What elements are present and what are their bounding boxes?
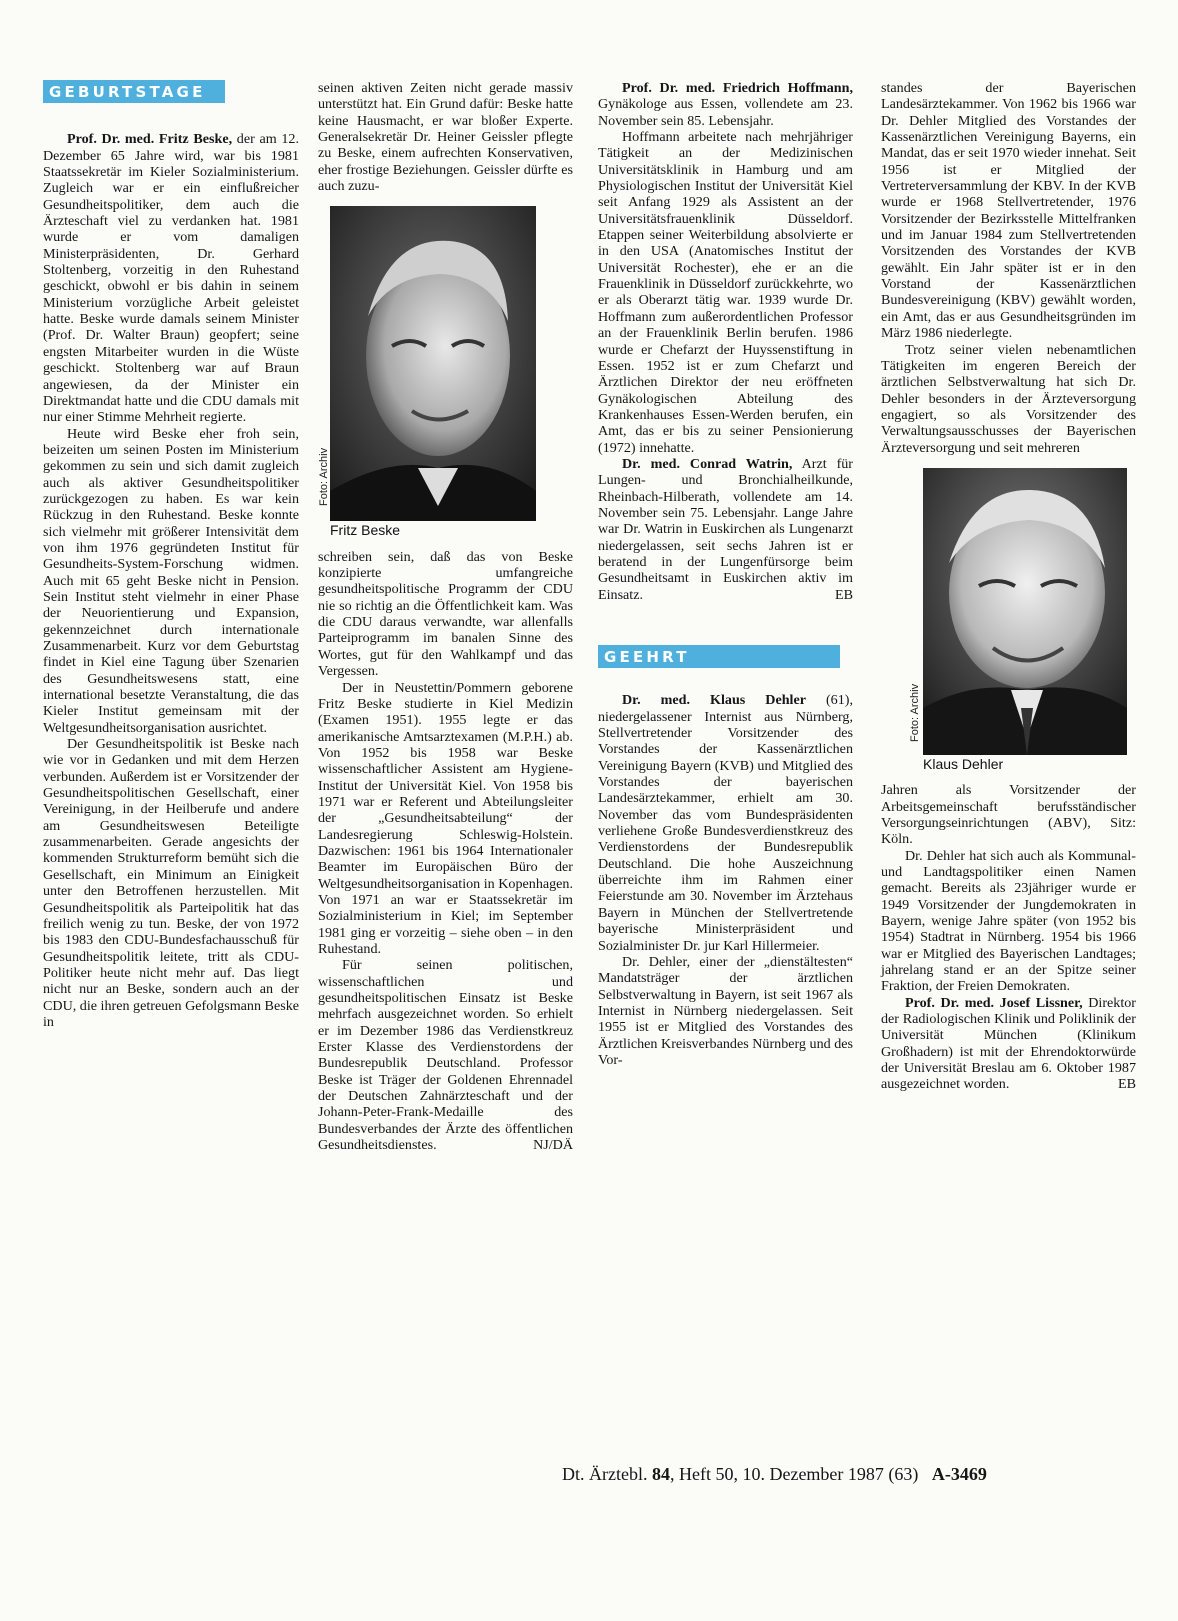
paragraph: Hoffmann arbeitete nach mehrjähriger Tätigkeit an der Medizinischen Universitätsklinik in Hamburg und am Physiologischen Institut der Universität Kiel seit Anfang 1929 als Assistent an der Universitätsfrauenklinik Düsseldorf. Etappen seiner Weiterbildung absolvierte er in den USA (Anatomisches Institut der Universität Rochester), ehe er an die Frauenklinik in Düsseldorf zurückkehrte, wo er als Oberarzt tätig war. 1939 wurde Dr. Hoffmann zum außerordentlichen Professor an der Frauenklinik Berlin berufen. 1986 wurde er Chefarzt der Huyssenstiftung in Essen. 1952 ist er zum Chefarzt und Ärztlichen Direktor der neu eröffneten Gynäkologischen Abteilung des Krankenhauses Essen-Werden berufen, ein Amt, das er bis zu seiner Pensionierung (1972) innehatte. <box>598 129 853 456</box>
paragraph: Jahren als Vorsitzender der Arbeitsgemeinschaft berufsständischer Versorgungseinrichtungen (ABV), Sitz: Köln. <box>881 782 1136 848</box>
photo-caption: Fritz Beske <box>330 522 401 539</box>
column-4 <box>881 80 1136 1093</box>
paragraph-text: Arzt für Lungen- und Bronchialheilkunde, Rheinbach-Hilberath, vollendete am 14. November sein 75. Lebensjahr. Lange Jahre war Dr. Watrin in Euskirchen als Lungenarzt niedergelassen, seit sechs Jahren ist er beratend in der Lungenfürsorge beim Gesundheitsamt in Euskirchen aktiv im Einsatz. <box>598 455 853 603</box>
signature: EB <box>834 586 853 603</box>
photo-credit: Foto: Archiv <box>318 448 330 507</box>
journal-volume: 84 <box>651 1464 670 1484</box>
portrait-image <box>923 468 1127 755</box>
person-name: Prof. Dr. med. Fritz Beske, <box>67 131 233 148</box>
paragraph-text: Gynäkologe aus Essen, vollendete am 23. November sein 85. Lebensjahr. <box>598 96 853 129</box>
issue-info: , Heft 50, 10. Dezember 1987 (63) <box>669 1464 919 1484</box>
section-heading-geburtstage: GEBURTSTAGE <box>43 80 225 103</box>
signature: EB <box>1117 1076 1136 1093</box>
journal-name: Dt. Ärztebl. <box>562 1464 648 1484</box>
person-name: Prof. Dr. med. Josef Lissner, <box>905 994 1083 1011</box>
paragraph: Dr. Dehler, einer der „dienstältesten“ Mandatsträger der ärztlichen Selbstverwaltung in Bayern, ist seit 1967 als Internist in Nürnberg niedergelassen. Seit 1955 ist er Mitglied des Vorstandes des Ärztlichen Kreisverbandes Nürnberg und des Vor- <box>598 953 853 1068</box>
paragraph <box>881 995 1136 1093</box>
page-number: A-3469 <box>931 1464 987 1484</box>
photo-credit: Foto: Archiv <box>909 683 921 742</box>
paragraph-text: der am 12. Dezember 65 Jahre wird, war bis 1981 Staatssekretär im Kieler Sozialministerium. Zugleich war er ein einflußreicher Gesundheitspolitiker, dem auch die Ärzteschaft viel zu verdanken hat. 1981 wurde er vom damaligen Ministerpräsidenten, Dr. Gerhard Stoltenberg, vorzeitig in den Ruhestand geschickt, obwohl er bis dahin in seinem Ministerium vorzügliche Arbeit geleistet hatte. Beske wurde damals seinem Minister (Prof. Dr. Walter Braun) geopfert; seine engsten Mitarbeiter wurden in die Wüste geschickt. Stoltenberg war auf Braun angewiesen, da der Minister ein Direktmandat hatte und die CDU damals mit nur einer Stimme Mehrheit regierte. <box>43 131 299 426</box>
paragraph <box>598 80 853 129</box>
person-name: Dr. med. Conrad Watrin, <box>622 455 793 472</box>
page-footer <box>562 1464 987 1485</box>
paragraph: seinen aktiven Zeiten nicht gerade massiv unterstützt hat. Ein Grund dafür: Beske hatte keine Hausmacht, er war bloßer Experte. Generalsekretär Dr. Heiner Geissler pflegte zu Beske, einem aufrechten Konservativen, eher frostige Beziehungen. Geissler dürfte es auch zuzu- <box>318 80 573 195</box>
paragraph: Heute wird Beske eher froh sein, beizeiten um seinen Posten im Ministerium gekommen zu sein und sich damit zugleich auch als aktiver Gesundheitspolitiker zurückgezogen zu haben. Es war kein Rückzug in den Ruhestand. Beske konnte sich vielmehr mit größerer Intensivität dem von ihm 1976 gegründeten Institut für Gesundheits-System-Forschung widmen. Auch mit 65 geht Beske nicht in Pension. Sein Institut steht vielmehr in einer Phase der Neuorientierung und Expansion, gekennzeichnet durch internationale Zusammenarbeit. Kurz vor dem Geburtstag findet in Kiel eine Tagung über Szenarien des Gesundheitswesens statt, eine international besetzte Veranstaltung, die das Kieler Institut gemeinsam mit der Weltgesundheitsorganisation ausrichtet. <box>43 425 299 736</box>
person-age: (61), <box>825 692 853 709</box>
paragraph: standes der Bayerischen Landesärztekammer. Von 1962 bis 1966 war Dr. Dehler Mitglied des Vorstandes der Kassenärztlichen Vereinigung Bayerns, ein Mandat, das er seit 1970 wieder innehat. Seit 1956 ist er Mitglied der Vertreterversammlung der KBV. In der KVB wurde er 1968 Stellvertretender, 1976 Vorsitzender der Bezirksstelle Mittelfranken und im Januar 1984 zum Stellvertretenden Vorsitzenden des Vorstandes der KVB gewählt. Ein Jahr später ist er in den Vorstand der Kassenärztlichen Bundesvereinigung (KBV) gewählt worden, ein Amt, das er aus Gesundheitsgründen im März 1986 niederlegte. <box>881 80 1136 342</box>
photo-caption: Klaus Dehler <box>923 755 1004 772</box>
column-3 <box>598 80 853 1068</box>
person-name: Dr. med. Klaus Dehler <box>622 692 806 709</box>
paragraph <box>318 957 573 1153</box>
column-1 <box>43 80 299 1030</box>
paragraph <box>43 131 299 425</box>
paragraph-text: Für seinen politischen, wissenschaftlichen und gesundheitspolitischen Einsatz ist Beske mehrfach ausgezeichnet worden. So erhielt er im Dezember 1986 das Verdienstkreuz Erster Klasse des Verdienstordens der Bundesrepublik Deutschland. Professor Beske ist Träger der Goldenen Ehrennadel der Deutschen Zahnärzteschaft und der Johann-Peter-Frank-Medaille des Bundesverbandes der Ärzte des öffentlichen Gesundheitsdienstes. <box>318 957 573 1154</box>
paragraph: Trotz seiner vielen nebenamtlichen Tätigkeiten im engeren Bereich der ärztlichen Selbstverwaltung hat sich Dr. Dehler besonders in der Ärzteversorgung engagiert, so als Vorsitzender des Verwaltungsausschusses der Bayerischen Ärzteversorgung und seit mehreren <box>881 341 1136 456</box>
section-heading-geehrt: GEEHRT <box>598 645 840 668</box>
portrait-image <box>330 206 536 521</box>
paragraph <box>598 692 853 954</box>
paragraph: Der in Neustettin/Pommern geborene Fritz Beske studierte in Kiel Medizin (Examen 1951). 1955 legte er das amerikanische Amtsarztexamen (M.P.H.) ab. Von 1952 bis 1958 war Beske wissenschaftlicher Assistent am Hygiene-Institut der Universität Kiel. Von 1958 bis 1971 war er Referent und Abteilungsleiter der „Gesundheitsabteilung“ der Landesregierung Schleswig-Holstein. Dazwischen: 1961 bis 1964 Internationaler Beamter im Europäischen Büro der Weltgesundheitsorganisation in Kopenhagen. Von 1971 an war er Staatssekretär im Sozialministerium in Kiel; im September 1981 ging er vorzeitig – siehe oben – in den Ruhestand. <box>318 679 573 957</box>
paragraph: schreiben sein, daß das von Beske konzipierte umfangreiche gesundheitspolitische Programm der CDU nie so richtig an die Öffentlichkeit kam. Was die CDU daraus verwandte, war allenfalls Parteiprogramm im banalen Sinne des Wortes, gut für den Wahlkampf und das Vergessen. <box>318 548 573 680</box>
paragraph: Dr. Dehler hat sich auch als Kommunal- und Landtagspolitiker einen Namen gemacht. Bereits als 23jähriger wurde er 1949 Vorsitzender der Jungdemokraten in Bayern, wenige Jahre später (von 1952 bis 1954) Stadtrat in Nürnberg. 1954 bis 1966 war er Mitglied des Bayerischen Landtages; jahrelang stand er an der Spitze seiner Fraktion, der Freien Demokraten. <box>881 847 1136 995</box>
photo-beske <box>318 206 573 539</box>
paragraph-text: niedergelassener Internist aus Nürnberg, Stellvertretender Vorsitzender des Vorstandes der Kassenärztlichen Vereinigung Bayern (KVB) und Mitglied des Vorstandes der bayerischen Landesärztekammer, erhielt am 30. November das vom Bundespräsidenten verliehene Große Bundesverdienstkreuz des Verdienstordens der Bundesrepublik Deutschland. Die hohe Auszeichnung überreichte ihm im Rahmen einer Feierstunde am 30. November im Ärztehaus Bayern in München der Stellvertretende bayerische Ministerpräsident und Sozialminister Dr. jur Karl Hillermeier. <box>598 708 853 954</box>
signature: NJ/DÄ <box>533 1137 573 1154</box>
paragraph-text: Direktor der Radiologischen Klinik und Poliklinik der Universität München (Klinikum Großhadern) ist mit der Ehrendoktorwürde der Universität Breslau am 6. Oktober 1987 ausgezeichnet worden. <box>881 994 1136 1093</box>
column-2 <box>318 80 573 1153</box>
photo-dehler <box>909 468 1136 772</box>
person-name: Prof. Dr. med. Friedrich Hoffmann, <box>622 80 853 96</box>
paragraph: Der Gesundheitspolitik ist Beske nach wie vor in Gedanken und mit dem Herzen verbunden. Außerdem ist er Vorsitzender der Gesundheitspolitischen Gesellschaft, einer Vereinigung, in der Heilberufe und andere am Gesundheitswesen Beteiligte zusammenarbeiten. Gerade angesichts der kommenden Strukturreform bemüht sich die Gesellschaft, ein Minimum an Einigkeit unter den Betroffenen herzustellen. Mit Gesundheitspolitik als Parteipolitik hat das freilich wenig zu tun. Beske, der von 1972 bis 1983 den CDU-Bundesfachausschuß für Gesundheitspolitik leitete, tritt als CDU-Politiker heute nicht mehr auf. Das liegt nicht nur an Beske, sondern auch an der CDU, die ihren getreuen Gefolgsmann Beske in <box>43 736 299 1030</box>
paragraph <box>598 456 853 603</box>
